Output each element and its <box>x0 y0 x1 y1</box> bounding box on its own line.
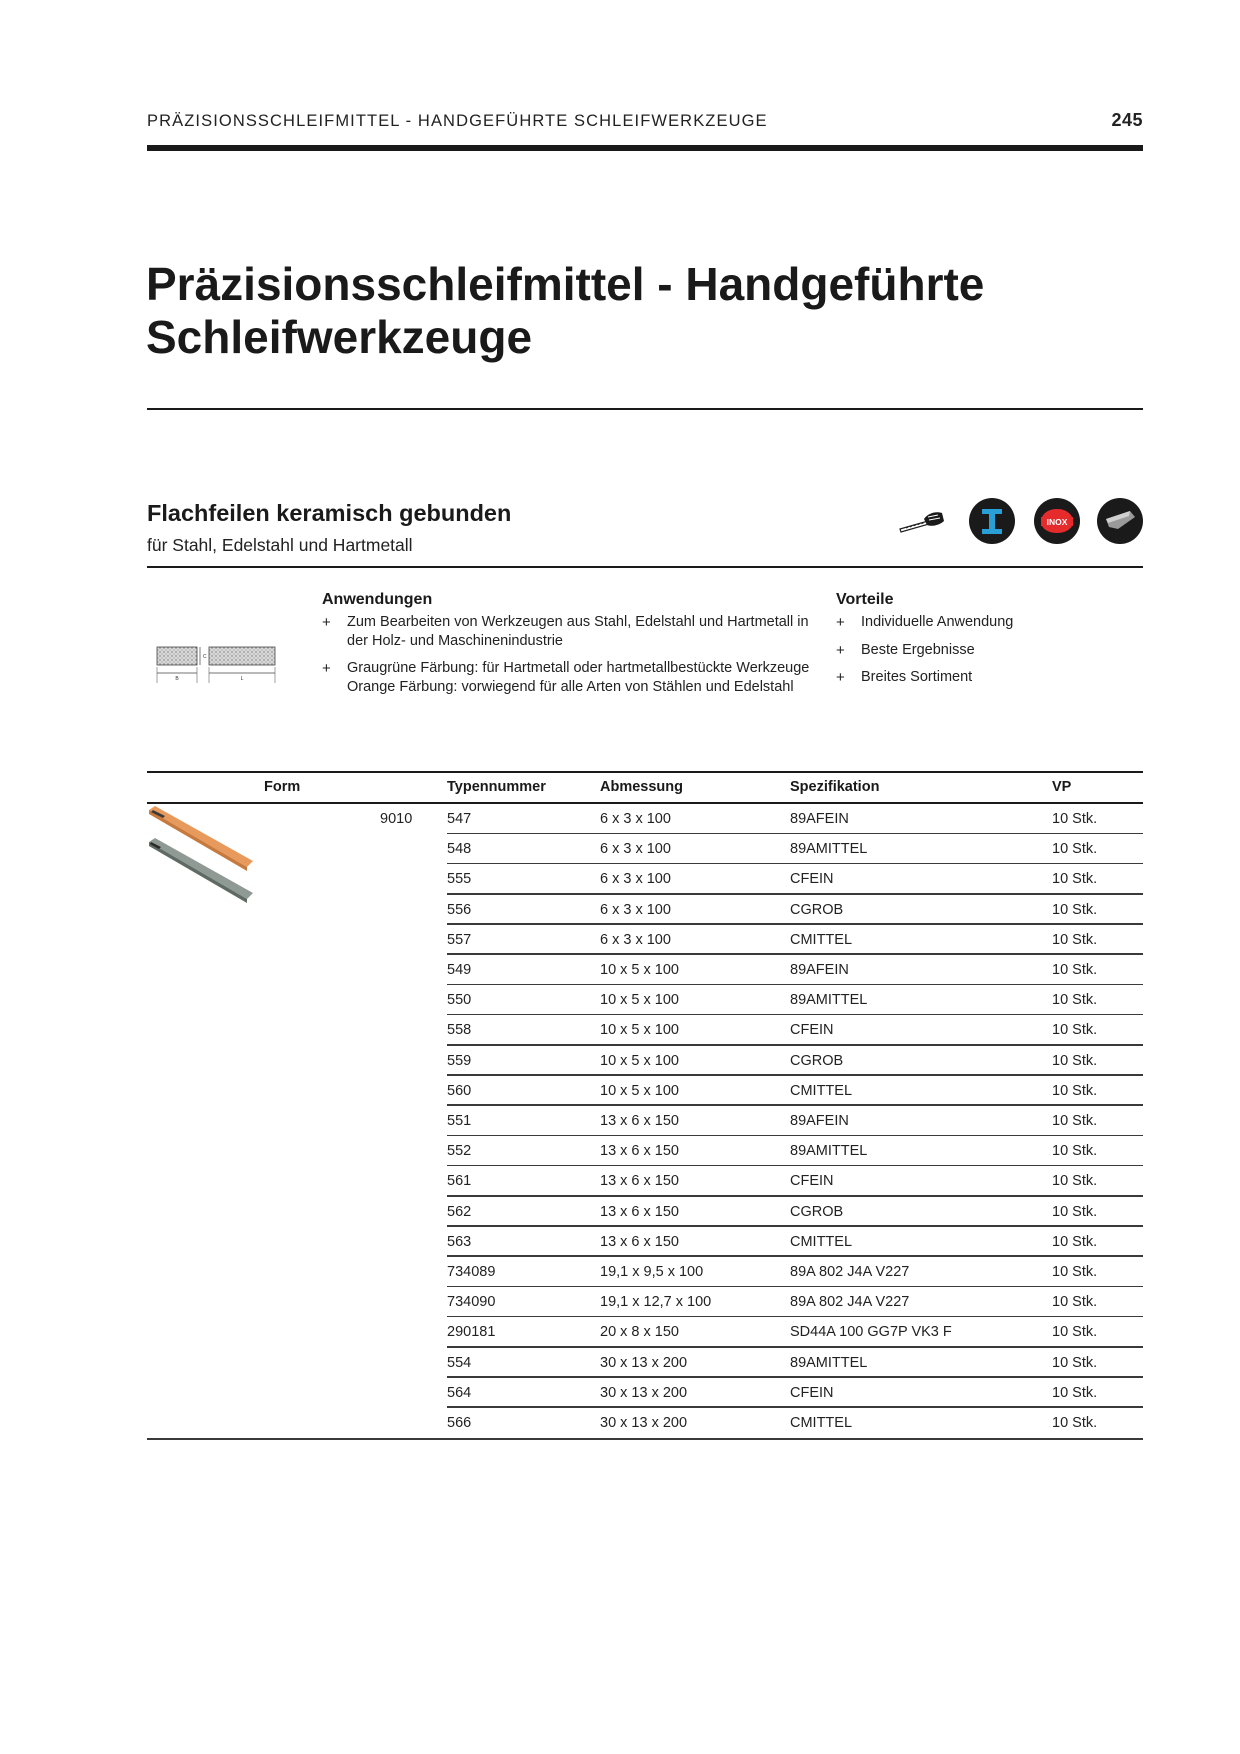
table-row <box>447 1408 1143 1438</box>
cell-vp: 10 Stk. <box>1052 1415 1098 1431</box>
cell-abmessung: 20 x 8 x 150 <box>600 1324 679 1341</box>
cell-abmessung: 6 x 3 x 100 <box>600 871 671 888</box>
page-title <box>146 258 1136 364</box>
application-item-line-1: Graugrüne Färbung: für Hartmetall oder hartmetallbestückte Werkzeuge <box>347 660 810 676</box>
table-row <box>447 985 1143 1015</box>
table-row <box>447 834 1143 864</box>
table-row <box>447 1348 1143 1378</box>
cell-vp: 10 Stk. <box>1052 1233 1098 1250</box>
page-title-line-2: Schleifwerkzeuge <box>146 311 533 363</box>
cell-spezifikation: 89AFEIN <box>790 962 849 978</box>
cell-typennummer: 556 <box>447 901 472 918</box>
application-item-line-2: Orange Färbung: vorwiegend für alle Arten von Stählen und Edelstahl <box>347 679 794 695</box>
table-row <box>447 1076 1143 1106</box>
plus-bullet-icon: + <box>322 660 331 677</box>
column-header-typennummer: Typennummer <box>447 779 546 795</box>
cell-vp: 10 Stk. <box>1052 992 1098 1009</box>
cell-typennummer: 558 <box>447 1022 472 1039</box>
application-item-line-1: Zum Bearbeiten von Werkzeugen aus Stahl, Edelstahl und Hartmetall in <box>347 614 809 630</box>
cell-abmessung: 13 x 6 x 150 <box>600 1143 679 1160</box>
cell-spezifikation: CMITTEL <box>790 1082 853 1099</box>
cell-typennummer: 549 <box>447 962 472 978</box>
cell-vp: 10 Stk. <box>1052 962 1098 978</box>
table-row <box>447 804 1143 834</box>
cell-spezifikation: CMITTEL <box>790 1415 853 1431</box>
cell-typennummer: 552 <box>447 1143 472 1160</box>
cell-abmessung: 13 x 6 x 150 <box>600 1113 679 1129</box>
header-rule <box>147 145 1143 151</box>
cell-spezifikation: CGROB <box>790 901 844 918</box>
cell-typennummer: 563 <box>447 1233 472 1250</box>
section-rule <box>147 566 1143 568</box>
cell-spezifikation: CFEIN <box>790 1022 834 1039</box>
table-bottom-rule <box>147 1438 1143 1440</box>
table-row <box>447 895 1143 925</box>
form-number: 9010 <box>380 811 413 827</box>
cell-typennummer: 548 <box>447 841 472 858</box>
cell-typennummer: 551 <box>447 1113 472 1129</box>
advantage-item-label: Individuelle Anwendung <box>861 614 1014 630</box>
cell-typennummer: 290181 <box>447 1324 496 1341</box>
cell-spezifikation: 89AMITTEL <box>790 1354 868 1371</box>
cell-vp: 10 Stk. <box>1052 901 1098 918</box>
applications-heading: Anwendungen <box>322 591 433 608</box>
cell-abmessung: 13 x 6 x 150 <box>600 1203 679 1220</box>
cell-typennummer: 554 <box>447 1354 472 1371</box>
cell-spezifikation: 89A 802 J4A V227 <box>790 1264 910 1280</box>
table-row <box>447 1378 1143 1408</box>
cell-typennummer: 550 <box>447 992 472 1009</box>
cell-typennummer: 734089 <box>447 1264 496 1280</box>
cell-vp: 10 Stk. <box>1052 871 1098 888</box>
file-dimension-diagram <box>155 643 285 689</box>
cell-spezifikation: 89AFEIN <box>790 811 849 827</box>
cell-abmessung: 10 x 5 x 100 <box>600 1022 679 1039</box>
hardmetal-material-icon <box>1096 497 1144 545</box>
table-row <box>447 1136 1143 1166</box>
table-row <box>447 1317 1143 1347</box>
cell-vp: 10 Stk. <box>1052 1173 1098 1190</box>
cell-abmessung: 10 x 5 x 100 <box>600 1082 679 1099</box>
cell-abmessung: 30 x 13 x 200 <box>600 1415 688 1431</box>
cell-spezifikation: 89AMITTEL <box>790 992 868 1009</box>
cell-spezifikation: CGROB <box>790 1052 844 1069</box>
plus-bullet-icon: + <box>836 614 845 631</box>
cell-spezifikation: CFEIN <box>790 1173 834 1190</box>
cell-vp: 10 Stk. <box>1052 1022 1098 1039</box>
cell-typennummer: 555 <box>447 871 472 888</box>
cell-vp: 10 Stk. <box>1052 931 1098 948</box>
cell-abmessung: 30 x 13 x 200 <box>600 1354 688 1371</box>
cell-spezifikation: 89AFEIN <box>790 1113 849 1129</box>
section-subtitle: für Stahl, Edelstahl und Hartmetall <box>147 535 413 555</box>
cell-spezifikation: CFEIN <box>790 871 834 888</box>
table-row <box>447 1197 1143 1227</box>
cell-abmessung: 6 x 3 x 100 <box>600 901 671 918</box>
table-row <box>447 925 1143 955</box>
applications-list <box>322 613 842 703</box>
plus-bullet-icon: + <box>322 614 331 631</box>
cell-vp: 10 Stk. <box>1052 1143 1098 1160</box>
cell-abmessung: 13 x 6 x 150 <box>600 1173 679 1190</box>
cell-vp: 10 Stk. <box>1052 1294 1098 1311</box>
cell-vp: 10 Stk. <box>1052 811 1098 827</box>
cell-abmessung: 10 x 5 x 100 <box>600 962 679 978</box>
column-header-spezifikation: Spezifikation <box>790 779 880 795</box>
cell-abmessung: 6 x 3 x 100 <box>600 931 671 948</box>
cell-vp: 10 Stk. <box>1052 1052 1098 1069</box>
cell-spezifikation: CFEIN <box>790 1384 834 1401</box>
cell-spezifikation: 89AMITTEL <box>790 841 868 858</box>
material-icons <box>898 497 1144 547</box>
hand-file-icon <box>898 507 948 537</box>
cell-typennummer: 564 <box>447 1384 472 1401</box>
plus-bullet-icon: + <box>836 642 845 659</box>
cell-vp: 10 Stk. <box>1052 1113 1098 1129</box>
inox-label: INOX <box>1046 517 1068 527</box>
cell-typennummer: 562 <box>447 1203 472 1220</box>
page-title-line-1: Präzisionsschleifmittel - Handgeführte <box>146 258 985 310</box>
cell-typennummer: 561 <box>447 1173 472 1190</box>
table-row <box>447 864 1143 894</box>
column-header-abmessung: Abmessung <box>600 779 683 795</box>
cell-typennummer: 547 <box>447 811 472 827</box>
table-row <box>447 1166 1143 1196</box>
table-row <box>447 955 1143 985</box>
table-row <box>447 1015 1143 1045</box>
cell-spezifikation: CMITTEL <box>790 931 853 948</box>
cell-vp: 10 Stk. <box>1052 1354 1098 1371</box>
advantages-list <box>836 613 1136 693</box>
flat-file-product-image <box>147 806 262 906</box>
column-header-form: Form <box>264 779 301 795</box>
table-row <box>447 1227 1143 1257</box>
advantages-heading: Vorteile <box>836 591 894 608</box>
cell-spezifikation: CMITTEL <box>790 1233 853 1250</box>
advantage-item-label: Beste Ergebnisse <box>861 642 975 658</box>
diagram-label-b: B <box>175 676 179 682</box>
cell-abmessung: 13 x 6 x 150 <box>600 1233 679 1250</box>
cell-vp: 10 Stk. <box>1052 1264 1098 1280</box>
inox-material-icon <box>1033 497 1081 545</box>
steel-material-icon <box>968 497 1016 545</box>
cell-spezifikation: SD44A 100 GG7P VK3 F <box>790 1324 952 1341</box>
advantage-item-label: Breites Sortiment <box>861 669 973 685</box>
cell-typennummer: 734090 <box>447 1294 496 1311</box>
diagram-label-c: C <box>203 654 207 660</box>
cell-vp: 10 Stk. <box>1052 841 1098 858</box>
section-title: Flachfeilen keramisch gebunden <box>147 500 512 526</box>
cell-spezifikation: CGROB <box>790 1203 844 1220</box>
cell-abmessung: 10 x 5 x 100 <box>600 1052 679 1069</box>
table-row <box>447 1257 1143 1287</box>
cell-abmessung: 19,1 x 9,5 x 100 <box>600 1264 704 1280</box>
page-number: 245 <box>1111 110 1143 130</box>
column-header-vp: VP <box>1052 779 1072 795</box>
cell-abmessung: 10 x 5 x 100 <box>600 992 679 1009</box>
table-row <box>447 1046 1143 1076</box>
cell-vp: 10 Stk. <box>1052 1203 1098 1220</box>
cell-abmessung: 6 x 3 x 100 <box>600 841 671 858</box>
table-row <box>447 1106 1143 1136</box>
cell-abmessung: 19,1 x 12,7 x 100 <box>600 1294 712 1311</box>
cell-vp: 10 Stk. <box>1052 1384 1098 1401</box>
cell-vp: 10 Stk. <box>1052 1324 1098 1341</box>
title-rule <box>147 408 1143 410</box>
cell-typennummer: 557 <box>447 931 472 948</box>
application-item-line-2: der Holz- und Maschinenindustrie <box>347 633 563 649</box>
plus-bullet-icon: + <box>836 669 845 686</box>
cell-abmessung: 30 x 13 x 200 <box>600 1384 688 1401</box>
table-row <box>447 1287 1143 1317</box>
cell-vp: 10 Stk. <box>1052 1082 1098 1099</box>
cell-typennummer: 560 <box>447 1082 472 1099</box>
cell-typennummer: 566 <box>447 1415 472 1431</box>
table-top-rule <box>147 771 1143 773</box>
cell-spezifikation: 89A 802 J4A V227 <box>790 1294 910 1311</box>
cell-abmessung: 6 x 3 x 100 <box>600 811 671 827</box>
diagram-label-l: L <box>240 676 244 682</box>
running-header-title: PRÄZISIONSSCHLEIFMITTEL - HANDGEFÜHRTE SCHLEIFWERKZEUGE <box>147 112 768 130</box>
cell-spezifikation: 89AMITTEL <box>790 1143 868 1160</box>
cell-typennummer: 559 <box>447 1052 472 1069</box>
